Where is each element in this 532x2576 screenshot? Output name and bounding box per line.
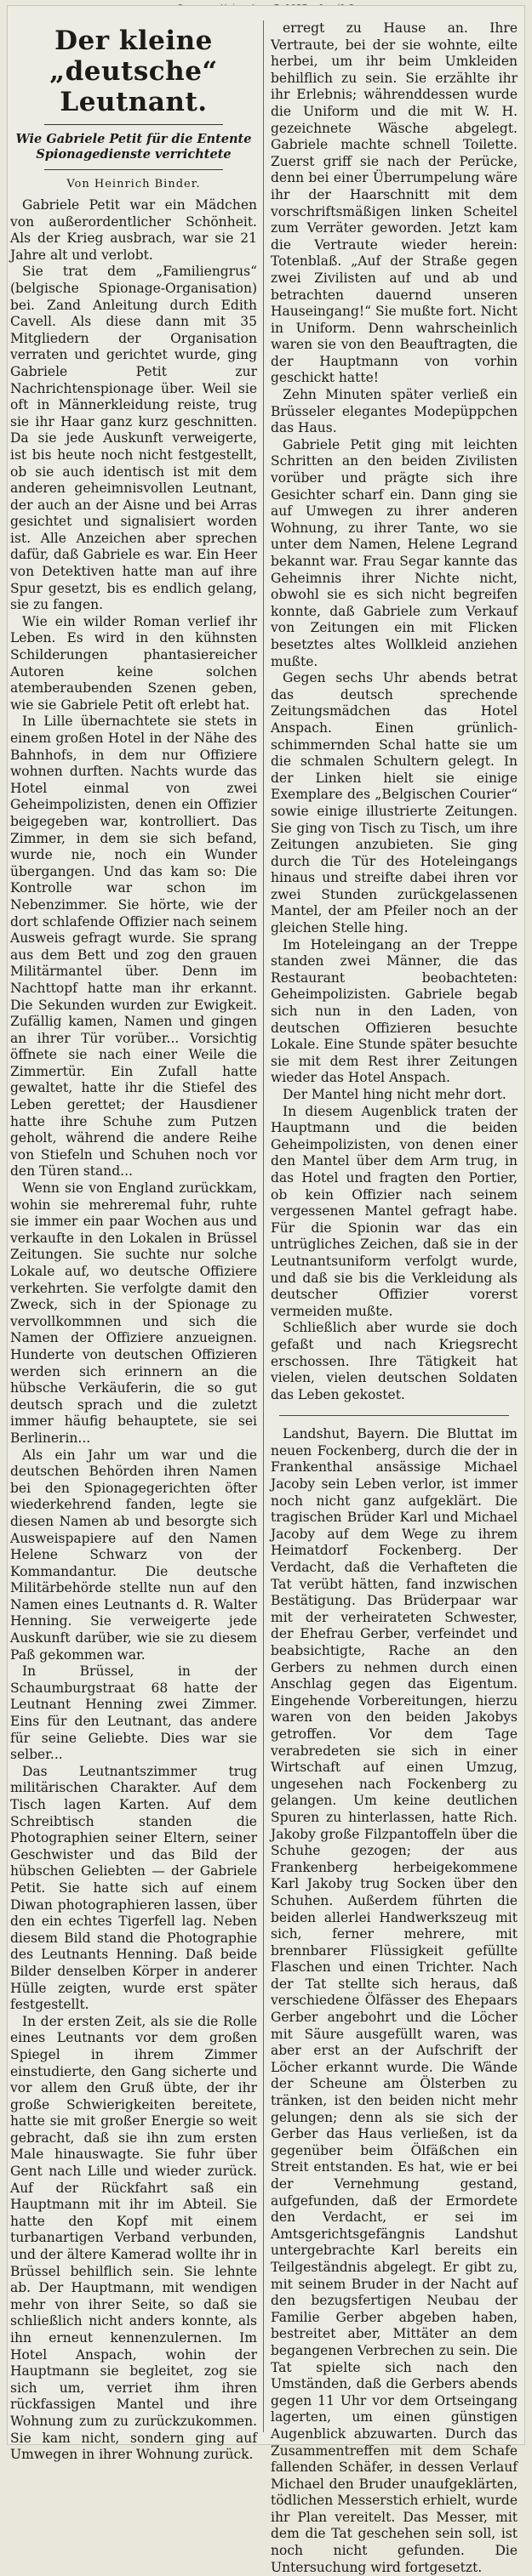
column-rule xyxy=(263,20,264,2432)
right-column xyxy=(271,20,518,2575)
article-subhead: Wie Gabriele Petit für die Entente Spionagedienste verrichtete xyxy=(15,132,252,162)
article-byline: Von Heinrich Binder. xyxy=(66,178,201,190)
article-paragraph: In diesem Augenblick traten der Hauptmann und die beiden Geheimpolizisten, von denen einer den Mantel über dem Arm trug, in das Hotel und fragten den Portier, ob kein Offizier nach seinem vergessenen Mantel gefragt habe. Für die Spionin war das ein untrügliches Zeichen, daß sie in der Leutnantsuniform verfolgt wurde, und daß sie bis die Verkleidung als deutscher Offizier vorerst vermeiden mußte. xyxy=(271,1103,518,1319)
article-paragraph: Zehn Minuten später verließ ein Brüsseler elegantes Modepüppchen das Haus. xyxy=(271,387,518,436)
subhead-rule xyxy=(44,169,223,170)
article-paragraph: Sie trat dem „Familiengrus“ (belgische Spionage-Organisation) bei. Zand Anleitung durch Edith Cavell. Als diese dann mit 35 Mitgliedern der Organisation verraten und gerichtet wurde, ging Gabriele Petit zur Nachrichtenspionage über. Weil sie oft in Männerkleidung reiste, trug sie ihr Haar ganz kurz geschnitten. Da sie jede Auskunft verweigerte, ist bis heute noch nicht festgestellt, ob sie auch identisch ist mit dem anderen geheimnisvollen Leutnant, der auch an der Aisne und bei Arras gesichtet und signalisiert worden ist. Alle Anzeichen aber sprechen dafür, daß Gabriele es war. Ein Heer von Detektiven hatte man auf ihre Spur gesetzt, bis es endlich gelang, sie zu fangen. xyxy=(10,264,257,613)
article-paragraph: Im Hoteleingang an der Treppe standen zwei Männer, die das Restaurant beobachteten: Geheimpolizisten. Gabriele begab sich nun in den Laden, von deutschen Offizieren besuchte Lokale. Eine Stunde später besuchte sie mit dem Rest ihrer Zeitungen wieder das Hotel Anspach. xyxy=(271,936,518,1086)
headline-rule xyxy=(44,124,223,125)
article-paragraph: erregt zu Hause an. Ihre Vertraute, bei der sie wohnte, eilte herbei, um ihr beim Umkleiden behilflich zu sein. Sie erzählte ihr ihr Erlebnis; währenddessen wurde die Uniform und die mit W. H. gezeichnete Wäsche abgelegt. Gabriele machte schnell Toilette. Zuerst griff sie nach der Perücke, denn bei einer Überrumpelung wäre ihr der Haarschnitt mit dem vorschriftsmäßigen linken Scheitel zum Verräter geworden. Jetzt kam die Vertraute wieder herein: Totenblaß. „Auf der Straße gegen zwei Zivilisten auf und ab und betrachten dauernd unseren Hauseingang!“ Sie mußte fort. Nicht in Uniform. Denn wahrscheinlich waren sie von den Beauftragten, die der Hauptmann von vorhin geschickt hatte! xyxy=(271,20,518,386)
article-headline: Der kleine „deutsche“ Leutnant. xyxy=(49,26,218,117)
article-paragraph: Gabriele Petit ging mit leichten Schritten an den beiden Zivilisten vorüber und prägte sich ihre Gesichter scharf ein. Dann ging sie auf Umwegen zu ihrer anderen Wohnung, zu ihrer Tante, wo sie unter dem Namen, Helene Legrand bekannt war. Frau Segar kannte das Geheimnis ihrer Nichte nicht, obwohl sie es sich nicht begreifen konnte, daß Gabriele zum Verkauf von Zeitungen ein mit Flicken besetztes altes Wollkleid anziehen mußte. xyxy=(271,436,518,669)
article-paragraph: Als ein Jahr um war und die deutschen Behörden ihren Namen bei den Spionagegerichten öfter wiederkehrend fanden, legte sie diesen Namen ab und besorgte sich Ausweispapiere auf den Namen Helene Schwarz von der Kommandantur. Die deutsche Militärbehörde stellte nun auf den Namen eines Leutnants d. R. Walter Henning. Sie verweigerte jede Auskunft darüber, wie sie zu diesem Paß gekommen war. xyxy=(10,1447,257,1663)
article-paragraph: In der ersten Zeit, als sie die Rolle eines Leutnants vor dem großen Spiegel in ihrem Zimmer einstudierte, den Gang sicherte und vor allem den Gruß übte, der ihr große Schwierigkeiten bereitete, hatte sie mit großer Energie so weit gebracht, daß sie ihn zum ersten Male hinauswagte. Sie fuhr über Gent nach Lille und wieder zurück. Auf der Rückfahrt saß ein Hauptmann mit ihr im Abteil. Sie hatte den Kopf mit einem turbanartigen Verband verbunden, und der ältere Kamerad wollte ihr in Brüssel behilflich sein. Sie lehnte ab. Der Hauptmann, mit wendigen mehr von ihrer Seite, so daß sie schließlich nicht anders konnte, als ihn erneut kennenzulernen. Im Hotel Anspach, wohin der Hauptmann sie begleitet, zog sie sich um, verriet ihm ihren rückfassigen Mantel und ihre Wohnung zum zu zurückzukommen. Sie kam nicht, sondern ging auf Umwegen in ihrer Wohnung zurück. xyxy=(10,2013,257,2463)
article-separator xyxy=(279,1415,509,1416)
article-paragraph: Gabriele Petit war ein Mädchen von außerordentlicher Schönheit. Als der Krieg ausbrach, war sie 21 Jahre alt und verlobt. xyxy=(10,197,257,263)
article-paragraph: In Lille übernachtete sie stets in einem großen Hotel in der Nähe des Bahnhofs, in dem nur Offiziere wohnen durften. Nachts wurde das Hotel einmal von zwei Geheimpolizisten, denen ein Offizier beigegeben war, kontrolliert. Das Zimmer, in dem sie sich befand, wurde nie, noch ein Wunder übergangen. Und das kam so: Die Kontrolle war schon im Nebenzimmer. Sie hörte, wie der dort schlafende Offizier nach seinem Ausweis gefragt wurde. Sie sprang aus dem Bett und zog den grauen Militärmantel über. Denn im Nachttopf hatte man ihr erkannt. Die Sekunden wurden zur Ewigkeit. Zufällig kamen, Namen und gingen an ihrer Tür vorüber... Vorsichtig öffnete sie nach einer Weile die Zimmertür. Ein Zufall hatte gewaltet, hatte ihr die Stiefel des Leben gerettet; der Hausdiener hatte ihre Schuhe zum Putzen geholt, während die andere Reihe von Stiefeln und Schuhen noch vor den Türen stand... xyxy=(10,714,257,1180)
left-column xyxy=(10,20,257,2463)
article-paragraph: In Brüssel, in der Schaumburgstraat 68 hatte der Leutnant Henning zwei Zimmer. Eins für den Leutnant, das andere für seine Geliebte. Dies war sie selber... xyxy=(10,1663,257,1763)
article-paragraph: Der Mantel hing nicht mehr dort. xyxy=(283,1087,506,1102)
article-paragraph: Schließlich aber wurde sie doch gefaßt und nach Kriegsrecht erschossen. Ihre Tätigkeit hat vielen, vielen deutschen Soldaten das Leben gekostet. xyxy=(271,1320,518,1402)
news-item-paragraph: Landshut, Bayern. Die Bluttat im neuen Fockenberg, durch die der in Frankenthal ansässige Michael Jacoby sein Leben verlor, ist immer noch nicht ganz aufgeklärt. Die tragischen Brüder Karl und Michael Jacoby auf dem Wege zu ihrem Heimatdorf Fockenberg. Der Verdacht, daß die Verhafteten die Tat verübt hätten, fand inzwischen Bestätigung. Das Brüderpaar war mit der verheirateten Schwester, der Ehefrau Gerber, verfeindet und beabsichtigte, Rache an den Gerbers zu nehmen durch einen Anschlag gegen das Eigentum. Eingehende Vorbereitungen, hierzu waren von den beiden Jakobys getroffen. Vor dem Tage verabredeten sie sich in einer Wirtschaft auf einen Umzug, ungesehen nach Fockenberg zu gelangen. Um keine deutlichen Spuren zu hinterlassen, hatte Rich. Jakoby große Filzpantoffeln über die Schuhe gezogen; der aus Frankenberg herbeigekommene Karl Jakoby trug Socken über den Schuhen. Außerdem führten die beiden allerlei Handwerkszeug mit sich, ferner mehrere, mit brennbarer Flüssigkeit gefüllte Flaschen und einen Trichter. Nach der Tat stellte sich heraus, daß verschiedene Ölfässer des Ehepaars Gerber angebohrt und die Löcher mit Säure ausgefüllt waren, was aber erst an der Aufschrift der Löcher erkannt wurde. Die Wände der Scheune am Ölsterben zu tränken, ist den beiden nicht mehr gelungen; denn als sie sich der Gerber das Haus verließen, ist da gegenüber beim Ölfäßchen ein Streit entstanden. Es hat, wie er bei der Vernehmung gestand, aufgefunden, daß der Ermordete den Verdacht, er sei im Amtsgerichtsgefängnis Landshut untergebrachte Karl bereits ein Teilgeständnis abgelegt. Er gibt zu, mit seinem Bruder in der Nacht auf den bezugsfertigen Neubau der Familie Gerber abgeben haben, bestreitet aber, Mittäter an dem begangenen Verbrechen zu sein. Die Tat spielte sich nach den Umständen, daß die Gerbers abends gegen 11 Uhr vor dem Ortseingang lagerten, um einen günstigen Augenblick abzuwarten. Durch das Zusammentreffen mit dem Schafe fallenden Schäfer, in dessen Verlauf Michael den Bruder unaufgeklärten, tödlichen Messerstich erhielt, wurde ihr Plan vereitelt. Das Messer, mit dem die Tat geschehen sein soll, ist noch nicht gefunden. Die Untersuchung wird fortgesetzt. xyxy=(271,1426,518,2575)
article-paragraph: Wie ein wilder Roman verlief ihr Leben. Es wird in den kühnsten Schilderungen phantasiereicher Autoren keine solchen atemberaubenden Szenen geben, wie sie Gabriele Petit oft erlebt hat. xyxy=(10,613,257,713)
article-paragraph: Gegen sechs Uhr abends betrat das deutsch sprechende Zeitungsmädchen das Hotel Anspach. Einen grünlich-schimmernden Schal hatte sie um die schmalen Schultern gelegt. In der Linken hielt sie einige Exemplare des „Belgischen Courier“ sowie einige illustrierte Zeitungen. Sie ging von Tisch zu Tisch, um ihre Zeitungen anzubieten. Sie ging durch die Tür des Hoteleingangs hinaus und streifte dabei ihren vor zwei Stunden zurückgelassenen Mantel, der am Pfeiler noch an der gleichen Stelle hing. xyxy=(271,670,518,936)
article-paragraph: Das Leutnantszimmer trug militärischen Charakter. Auf dem Tisch lagen Karten. Auf dem Schreibtisch standen die Photographien seiner Eltern, seiner Geschwister und das Bild der hübschen Geliebten — der Gabriele Petit. Sie hatte sich auf einem Diwan photographieren lassen, über den ein echtes Tigerfell lag. Neben diesem Bild stand die Photographie des Leutnants Henning. Daß beide Bilder denselben Körper in anderer Hülle zeigten, wurde erst später festgestellt. xyxy=(10,1763,257,2013)
article-paragraph: Wenn sie von England zurückkam, wohin sie mehreremal fuhr, ruhte sie immer ein paar Wochen aus und verkaufte in den Lokalen in Brüssel Zeitungen. Sie suchte nur solche Lokale auf, wo deutsche Offiziere verkehrten. Sie verfolgte damit den Zweck, sich in der Spionage zu vervollkommnen und sich die Namen der Offiziere anzueignen. Hunderte von deutschen Offizieren werden sich erinnern an die hübsche Verkäuferin, die so gut deutsch sprach und die zuletzt immer häufig behauptete, sie sei Berlinerin... xyxy=(10,1180,257,1446)
